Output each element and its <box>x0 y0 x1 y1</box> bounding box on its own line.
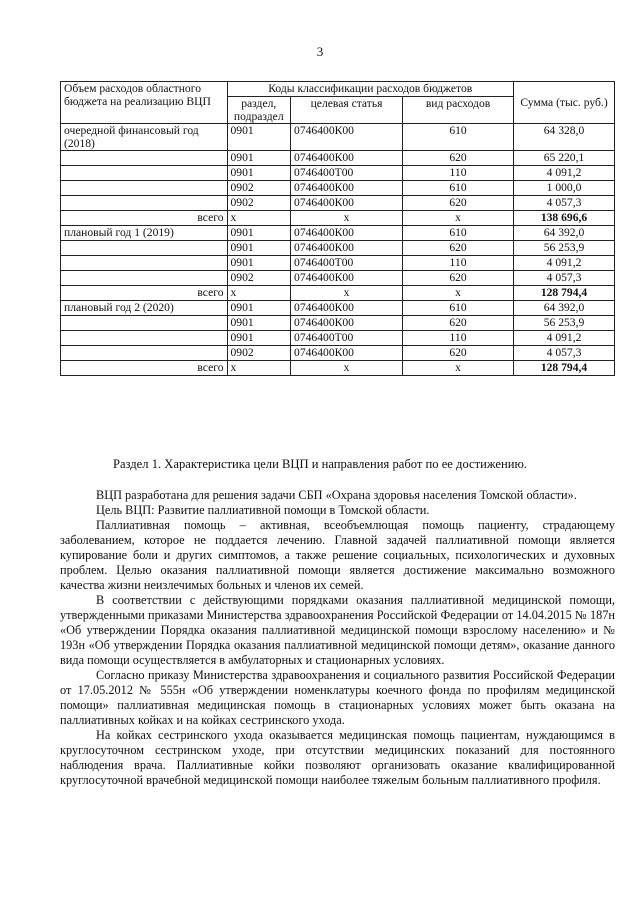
cell-vid: 610 <box>403 124 514 151</box>
group-label-empty <box>61 331 228 346</box>
group-label-empty <box>61 166 228 181</box>
cell-statya: х <box>291 211 403 226</box>
group-label-empty <box>61 346 228 361</box>
cell-vid: 620 <box>403 151 514 166</box>
group-label-empty <box>61 316 228 331</box>
cell-vid: х <box>403 361 514 376</box>
group-label-empty <box>61 181 228 196</box>
table-row <box>61 181 615 196</box>
table-row <box>61 316 615 331</box>
cell-summa: 4 057,3 <box>514 346 615 361</box>
paragraph: Согласно приказу Министерства здравоохранения и социального развития Российской Федерации от 17.05.2012 № 555н «Об утверждении номенклатуры коечного фонда по профилям медицинской помощи» паллиативная медицинская помощь в стационарных условиях может быть оказана на паллиативных койках и на койках сестринского ухода. <box>60 668 615 727</box>
cell-summa: 64 328,0 <box>514 124 615 151</box>
group-label: плановый год 2 (2020) <box>61 301 228 316</box>
paragraph: Цель ВЦП: Развитие паллиативной помощи в Томской области. <box>96 503 430 517</box>
group-label-empty <box>61 271 228 286</box>
cell-vid: 620 <box>403 241 514 256</box>
cell-vid: 620 <box>403 346 514 361</box>
cell-vid: 110 <box>403 166 514 181</box>
cell-statya: 0746400К00 <box>291 271 403 286</box>
header-codes-group: Коды классификации расходов бюджетов <box>227 82 514 97</box>
table-row <box>61 256 615 271</box>
paragraph: Паллиативная помощь – активная, всеобъемлющая помощь пациенту, страдающему заболеванием, которое не поддается лечению. Главной задачей паллиативной помощи является купирование боли и других симптомов, а также решение социальных, психологических и духовных проблем. Целью оказания паллиативной помощи является достижение максимально возможного качества жизни неизлечимых больных и членов их семей. <box>60 518 615 592</box>
table-row <box>61 124 615 151</box>
group-label-empty <box>61 241 228 256</box>
cell-razdel: 0902 <box>227 196 291 211</box>
cell-statya: 0746400К00 <box>291 301 403 316</box>
total-label: всего <box>61 211 228 226</box>
cell-statya: 0746400К00 <box>291 241 403 256</box>
cell-razdel: 0901 <box>227 151 291 166</box>
paragraph: На койках сестринского ухода оказывается медицинская помощь пациентам, нуждающимся в круглосуточном сестринском уходе, при отсутствии медицинских показаний для постоянного наблюдения врача. Паллиативные койки позволяют организовать оказание квалифицированной круглосуточной врачебной медицинской помощи наиболее тяжелым больным паллиативного профиля. <box>60 728 615 787</box>
cell-statya: 0746400К00 <box>291 226 403 241</box>
table-row <box>61 346 615 361</box>
total-label: всего <box>61 361 228 376</box>
table-row <box>61 241 615 256</box>
group-label: очередной финансовый год (2018) <box>61 124 228 151</box>
cell-statya: 0746400Т00 <box>291 256 403 271</box>
header-sum: Сумма (тыс. руб.) <box>514 82 615 124</box>
cell-razdel: 0901 <box>227 166 291 181</box>
section-title: Раздел 1. Характеристика цели ВЦП и направления работ по ее достижению. <box>112 457 528 471</box>
cell-summa: 4 091,2 <box>514 166 615 181</box>
total-label: всего <box>61 286 228 301</box>
cell-statya: 0746400К00 <box>291 196 403 211</box>
cell-summa: 4 057,3 <box>514 271 615 286</box>
table-row <box>61 151 615 166</box>
table-header-row <box>61 82 615 97</box>
cell-statya: 0746400К00 <box>291 181 403 196</box>
cell-vid: 110 <box>403 256 514 271</box>
header-statya: целевая статья <box>291 97 403 124</box>
cell-razdel: 0901 <box>227 124 291 151</box>
cell-vid: х <box>403 286 514 301</box>
cell-vid: 610 <box>403 301 514 316</box>
cell-razdel: 0901 <box>227 256 291 271</box>
cell-razdel: 0901 <box>227 301 291 316</box>
cell-vid: 620 <box>403 316 514 331</box>
cell-vid: 610 <box>403 226 514 241</box>
table-total-row <box>61 361 615 376</box>
cell-statya: х <box>291 286 403 301</box>
group-label: плановый год 1 (2019) <box>61 226 228 241</box>
table-row <box>61 301 615 316</box>
cell-statya: 0746400К00 <box>291 124 403 151</box>
header-vid: вид расходов <box>403 97 514 124</box>
cell-vid: 620 <box>403 196 514 211</box>
group-label-empty <box>61 151 228 166</box>
header-volume: Объем расходов областного бюджета на реализацию ВЦП <box>61 82 228 124</box>
cell-summa: 64 392,0 <box>514 301 615 316</box>
cell-statya: х <box>291 361 403 376</box>
cell-summa: 64 392,0 <box>514 226 615 241</box>
cell-summa: 56 253,9 <box>514 316 615 331</box>
total-sum: 128 794,4 <box>514 361 615 376</box>
cell-razdel: 0901 <box>227 316 291 331</box>
table-row <box>61 226 615 241</box>
cell-summa: 4 091,2 <box>514 331 615 346</box>
cell-statya: 0746400Т00 <box>291 166 403 181</box>
cell-vid: х <box>403 211 514 226</box>
paragraph: В соответствии с действующими порядками оказания паллиативной медицинской помощи, утвержденными приказами Министерства здравоохранения Российской Федерации от 14.04.2015 № 187н «Об утверждении Порядка оказания паллиативной медицинской помощи взрослому населению» и № 193н «Об утверждении Порядка оказания паллиативной медицинской помощи детям», оказание данного вида помощи осуществляется в амбулаторных и стационарных условиях. <box>60 593 615 667</box>
table-row <box>61 166 615 181</box>
cell-statya: 0746400Т00 <box>291 331 403 346</box>
table-row <box>61 271 615 286</box>
cell-summa: 65 220,1 <box>514 151 615 166</box>
cell-summa: 4 091,2 <box>514 256 615 271</box>
cell-razdel: 0902 <box>227 346 291 361</box>
cell-razdel: х <box>227 286 291 301</box>
table-row <box>61 196 615 211</box>
group-label-empty <box>61 256 228 271</box>
cell-summa: 4 057,3 <box>514 196 615 211</box>
cell-summa: 56 253,9 <box>514 241 615 256</box>
total-sum: 138 696,6 <box>514 211 615 226</box>
header-razdel: раздел, подраздел <box>227 97 291 124</box>
budget-table <box>60 81 615 376</box>
cell-razdel: х <box>227 211 291 226</box>
cell-razdel: х <box>227 361 291 376</box>
page-number: 3 <box>316 44 324 59</box>
paragraph: ВЦП разработана для решения задачи СБП «Охрана здоровья населения Томской области». <box>96 488 577 502</box>
table-row <box>61 331 615 346</box>
total-sum: 128 794,4 <box>514 286 615 301</box>
cell-vid: 620 <box>403 271 514 286</box>
cell-statya: 0746400К00 <box>291 151 403 166</box>
group-label-empty <box>61 196 228 211</box>
cell-razdel: 0901 <box>227 331 291 346</box>
cell-vid: 110 <box>403 331 514 346</box>
cell-statya: 0746400К00 <box>291 316 403 331</box>
cell-vid: 610 <box>403 181 514 196</box>
cell-statya: 0746400К00 <box>291 346 403 361</box>
table-total-row <box>61 286 615 301</box>
cell-summa: 1 000,0 <box>514 181 615 196</box>
cell-razdel: 0902 <box>227 181 291 196</box>
cell-razdel: 0901 <box>227 226 291 241</box>
cell-razdel: 0901 <box>227 241 291 256</box>
cell-razdel: 0902 <box>227 271 291 286</box>
table-total-row <box>61 211 615 226</box>
body-text <box>60 488 615 788</box>
